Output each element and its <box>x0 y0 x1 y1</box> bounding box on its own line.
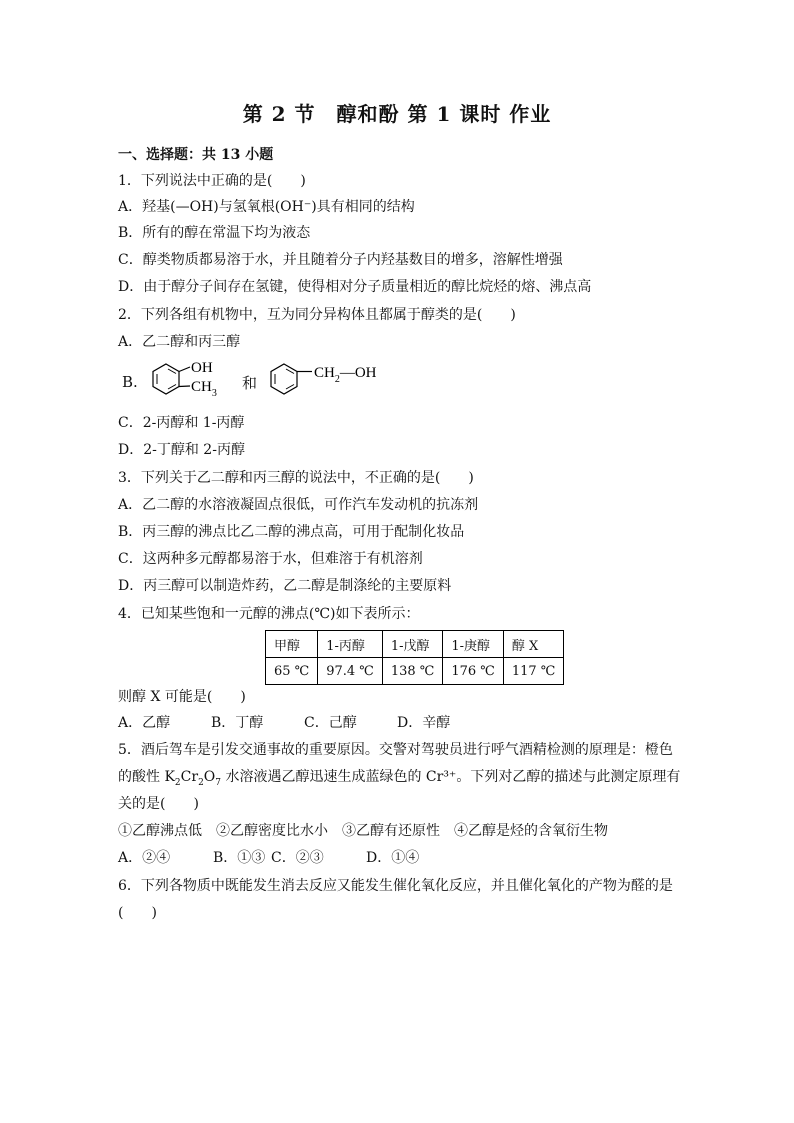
q3-option-b: B．丙三醇的沸点比乙二醇的沸点高，可用于配制化妆品 <box>118 524 465 540</box>
q2-option-c: C．2-丙醇和 1-丙醇 <box>118 415 245 431</box>
q4-option-d: D．辛醇 <box>397 715 451 731</box>
q5-option-a: A．②④ <box>118 850 171 866</box>
q2-option-b-and: 和 <box>242 374 258 392</box>
q3-option-a: A．乙二醇的水溶液凝固点很低，可作汽车发动机的抗冻剂 <box>118 497 479 513</box>
cresol-oh-label: OH <box>191 360 213 376</box>
q3-option-c: C．这两种多元醇都易溶于水，但难溶于有机溶剂 <box>118 551 423 567</box>
q6-stem-line1: 6．下列各物质中既能发生消去反应又能发生催化氧化反应，并且催化氧化的产物为醛的是 <box>118 878 673 894</box>
cresol-ch3-label: $CH_3$ <box>191 379 217 399</box>
q2-option-b-label: B. <box>122 373 138 391</box>
q1-option-c: C．醇类物质都易溶于水，并且随着分子内羟基数目的增多，溶解性增强 <box>118 252 563 268</box>
table-cell: 65 ℃ <box>266 658 318 685</box>
q4-stem: 4．已知某些饱和一元醇的沸点(℃)如下表所示： <box>118 606 420 622</box>
q1-stem: 1．下列说法中正确的是( ) <box>118 173 306 189</box>
benzene-ring-cresol <box>146 358 241 406</box>
q5-statements: ①乙醇沸点低 ②乙醇密度比水小 ③乙醇有还原性 ④乙醇是烃的含氧衍生物 <box>118 823 608 839</box>
q5-option-c: C．②③ <box>271 850 324 866</box>
table-header-row <box>266 631 564 658</box>
table-cell: 138 ℃ <box>382 658 443 685</box>
q5-option-b: B．①③ <box>213 850 266 866</box>
q6-stem-line2: ( ) <box>118 905 157 921</box>
q4-option-a: A．乙醇 <box>118 715 171 731</box>
table-cell: 97.4 ℃ <box>318 658 383 685</box>
q5-stem-line3: 关的是( ) <box>118 796 199 812</box>
q1-option-d: D．由于醇分子间存在氢键，使得相对分子质量相近的醇比烷烃的熔、沸点高 <box>118 279 592 295</box>
table-header-cell: 醇 X <box>503 631 564 658</box>
q4-option-b: B．丁醇 <box>211 715 264 731</box>
section-heading: 一、选择题：共 13 小题 <box>118 147 274 163</box>
boiling-point-table <box>265 630 564 685</box>
table-header-cell: 1-丙醇 <box>318 631 383 658</box>
q2-option-a: A．乙二醇和丙三醇 <box>118 334 241 350</box>
q5-stem-line2: 的酸性 $K_2Cr_2O_7$ 水溶液遇乙醇迅速生成蓝绿色的 Cr³⁺。下列对乙醇的描述与此测定原理有 <box>118 769 681 788</box>
table-cell: 117 ℃ <box>503 658 564 685</box>
table-cell: 176 ℃ <box>443 658 504 685</box>
q4-followup: 则醇 X 可能是( ) <box>118 689 246 705</box>
q2-option-d: D．2-丁醇和 2-丙醇 <box>118 442 245 458</box>
table-header-cell: 甲醇 <box>266 631 318 658</box>
q4-option-c: C．己醇 <box>304 715 357 731</box>
q1-option-b: B．所有的醇在常温下均为液态 <box>118 225 311 241</box>
q3-stem: 3．下列关于乙二醇和丙三醇的说法中，不正确的是( ) <box>118 470 474 486</box>
q2-stem: 2．下列各组有机物中，互为同分异构体且都属于醇类的是( ) <box>118 307 516 323</box>
q5-stem-line1: 5．酒后驾车是引发交通事故的重要原因。交警对驾驶员进行呼气酒精检测的原理是：橙色 <box>118 742 673 758</box>
q1-option-a: A．羟基(—OH)与氢氧根(OH⁻)具有相同的结构 <box>118 199 415 215</box>
table-header-cell: 1-庚醇 <box>443 631 504 658</box>
table-header-cell: 1-戊醇 <box>382 631 443 658</box>
q5-option-d: D．①④ <box>366 850 420 866</box>
q5-options <box>118 849 688 867</box>
page-title: 第 2 节 醇和酚 第 1 课时 作业 <box>242 102 552 126</box>
q4-options <box>118 714 688 732</box>
table-row <box>266 658 564 685</box>
q2-option-b-structures <box>118 358 518 406</box>
q3-option-d: D．丙三醇可以制造炸药，乙二醇是制涤纶的主要原料 <box>118 578 452 594</box>
benzyl-ch2-label: $CH_2—OH$ <box>314 365 377 385</box>
benzene-ring-benzyl-alcohol <box>264 358 424 406</box>
